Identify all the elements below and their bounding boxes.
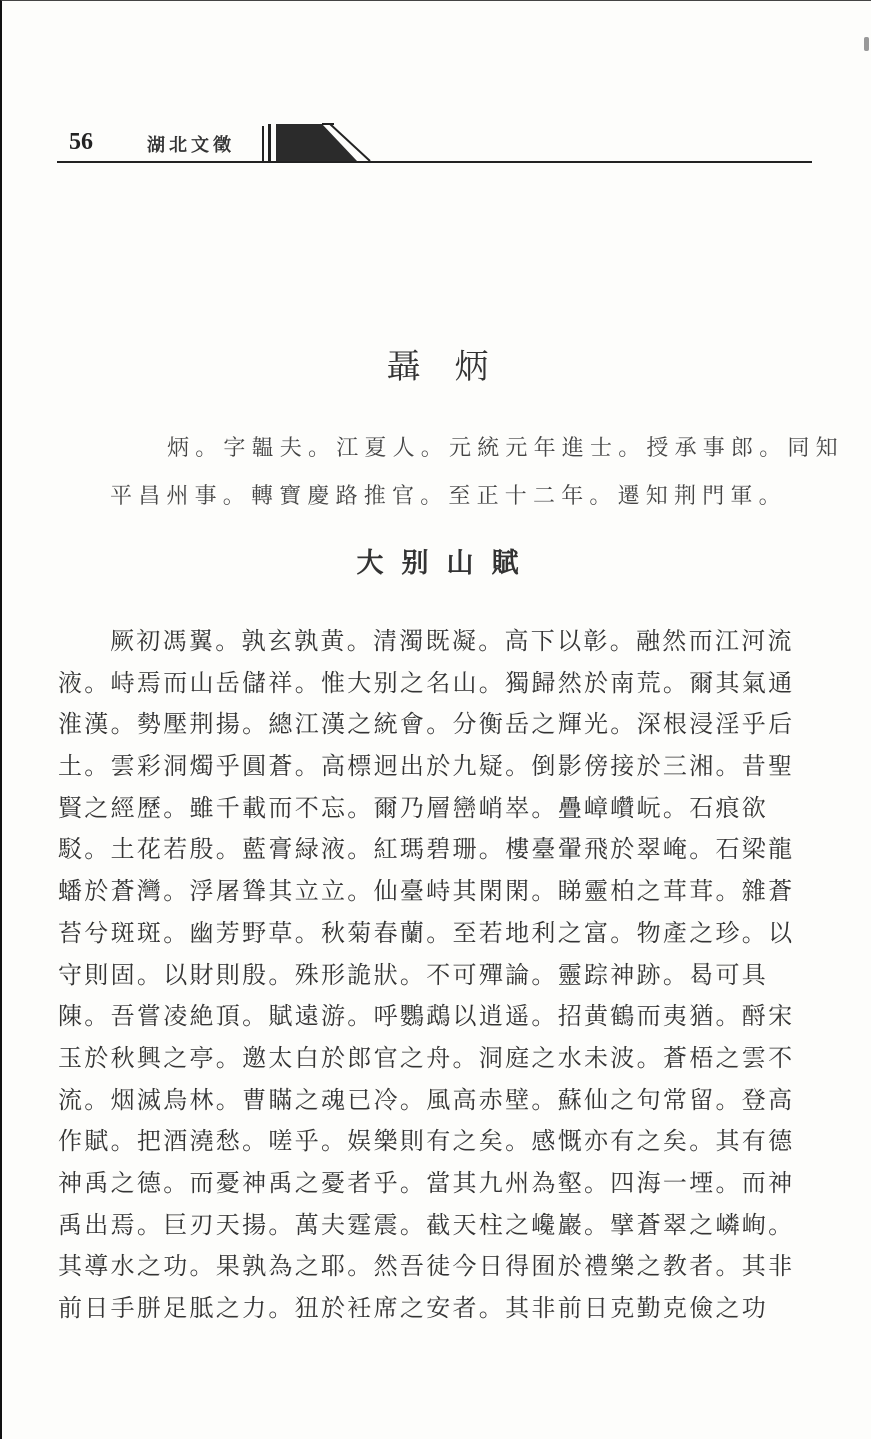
text-line: 守則固。以財則殷。殊形詭狀。不可殫論。靈踪神跡。曷可具 xyxy=(58,960,769,989)
text-line: 作賦。把酒澆愁。嗟乎。娱樂則有之矣。感慨亦有之矣。其有德 xyxy=(58,1127,795,1156)
author-bio xyxy=(110,425,844,521)
running-header xyxy=(57,121,812,163)
essay-title: 大别山賦 xyxy=(356,548,537,579)
page-number: 56 xyxy=(69,129,93,155)
text-line: 液。峙焉而山岳儲祥。惟大别之名山。獨歸然於南荒。爾其氣通 xyxy=(58,668,795,697)
scan-speck xyxy=(864,37,869,51)
book-title: 湖北文徵 xyxy=(147,135,235,156)
text-line: 厥初馮翼。孰玄孰黄。清濁既凝。高下以彰。融然而江河流 xyxy=(110,627,794,655)
text-line: 陳。吾嘗凌絶頂。賦遠游。呼鸚鵡以逍遥。招黄鶴而夷猶。酹宋 xyxy=(58,1002,795,1031)
text-line: 土。雲彩洞燭乎圓蒼。高標迥出於九疑。倒影傍接於三湘。昔聖 xyxy=(58,752,795,781)
text-line: 其導水之功。果孰為之耶。然吾徒今日得囿於禮樂之教者。其非 xyxy=(58,1252,795,1281)
header-ornament xyxy=(262,121,407,163)
text-line: 蟠於蒼灣。浮屠聳其立立。仙臺峙其閑閑。睇靈柏之茸茸。雜蒼 xyxy=(58,877,795,906)
bio-line: 炳。字韞夫。江夏人。元統元年進士。授承事郎。同知 xyxy=(167,436,844,461)
text-line: 淮漢。勢壓荆揚。總江漢之統會。分衡岳之輝光。深根浸淫乎后 xyxy=(58,710,795,739)
text-line: 苔兮斑斑。幽芳野草。秋菊春蘭。至若地利之富。物產之珍。以 xyxy=(58,918,795,947)
bio-line: 平昌州事。轉寶慶路推官。至正十二年。遷知荆門軍。 xyxy=(110,484,787,509)
text-line: 神禹之德。而憂神禹之憂者乎。當其九州為壑。四海一堙。而神 xyxy=(58,1168,795,1197)
essay-body xyxy=(58,621,818,1330)
author-title: 聶炳 xyxy=(386,347,523,387)
text-line: 流。烟滅烏林。曹瞞之魂已冷。風高赤壁。蘇仙之句常留。登高 xyxy=(58,1085,795,1114)
text-line: 玉於秋興之亭。邀太白於郎官之舟。洞庭之水未波。蒼梧之雲不 xyxy=(58,1043,795,1072)
text-line: 禹出焉。巨刃天揚。萬夫霆震。截天柱之巉巖。擘蒼翠之嶙峋。 xyxy=(58,1210,795,1239)
text-line: 前日手胼足胝之力。狃於衽席之安者。其非前日克勤克儉之功 xyxy=(58,1294,769,1322)
text-line: 賢之經歷。雖千載而不忘。爾乃層巒峭崒。疊嶂巑岏。石痕欲 xyxy=(58,793,769,822)
header-rule xyxy=(57,161,812,163)
text-line: 駁。土花若殷。藍膏緑液。紅瑪碧珊。樓臺翬飛於翠崦。石梁龍 xyxy=(58,835,795,864)
